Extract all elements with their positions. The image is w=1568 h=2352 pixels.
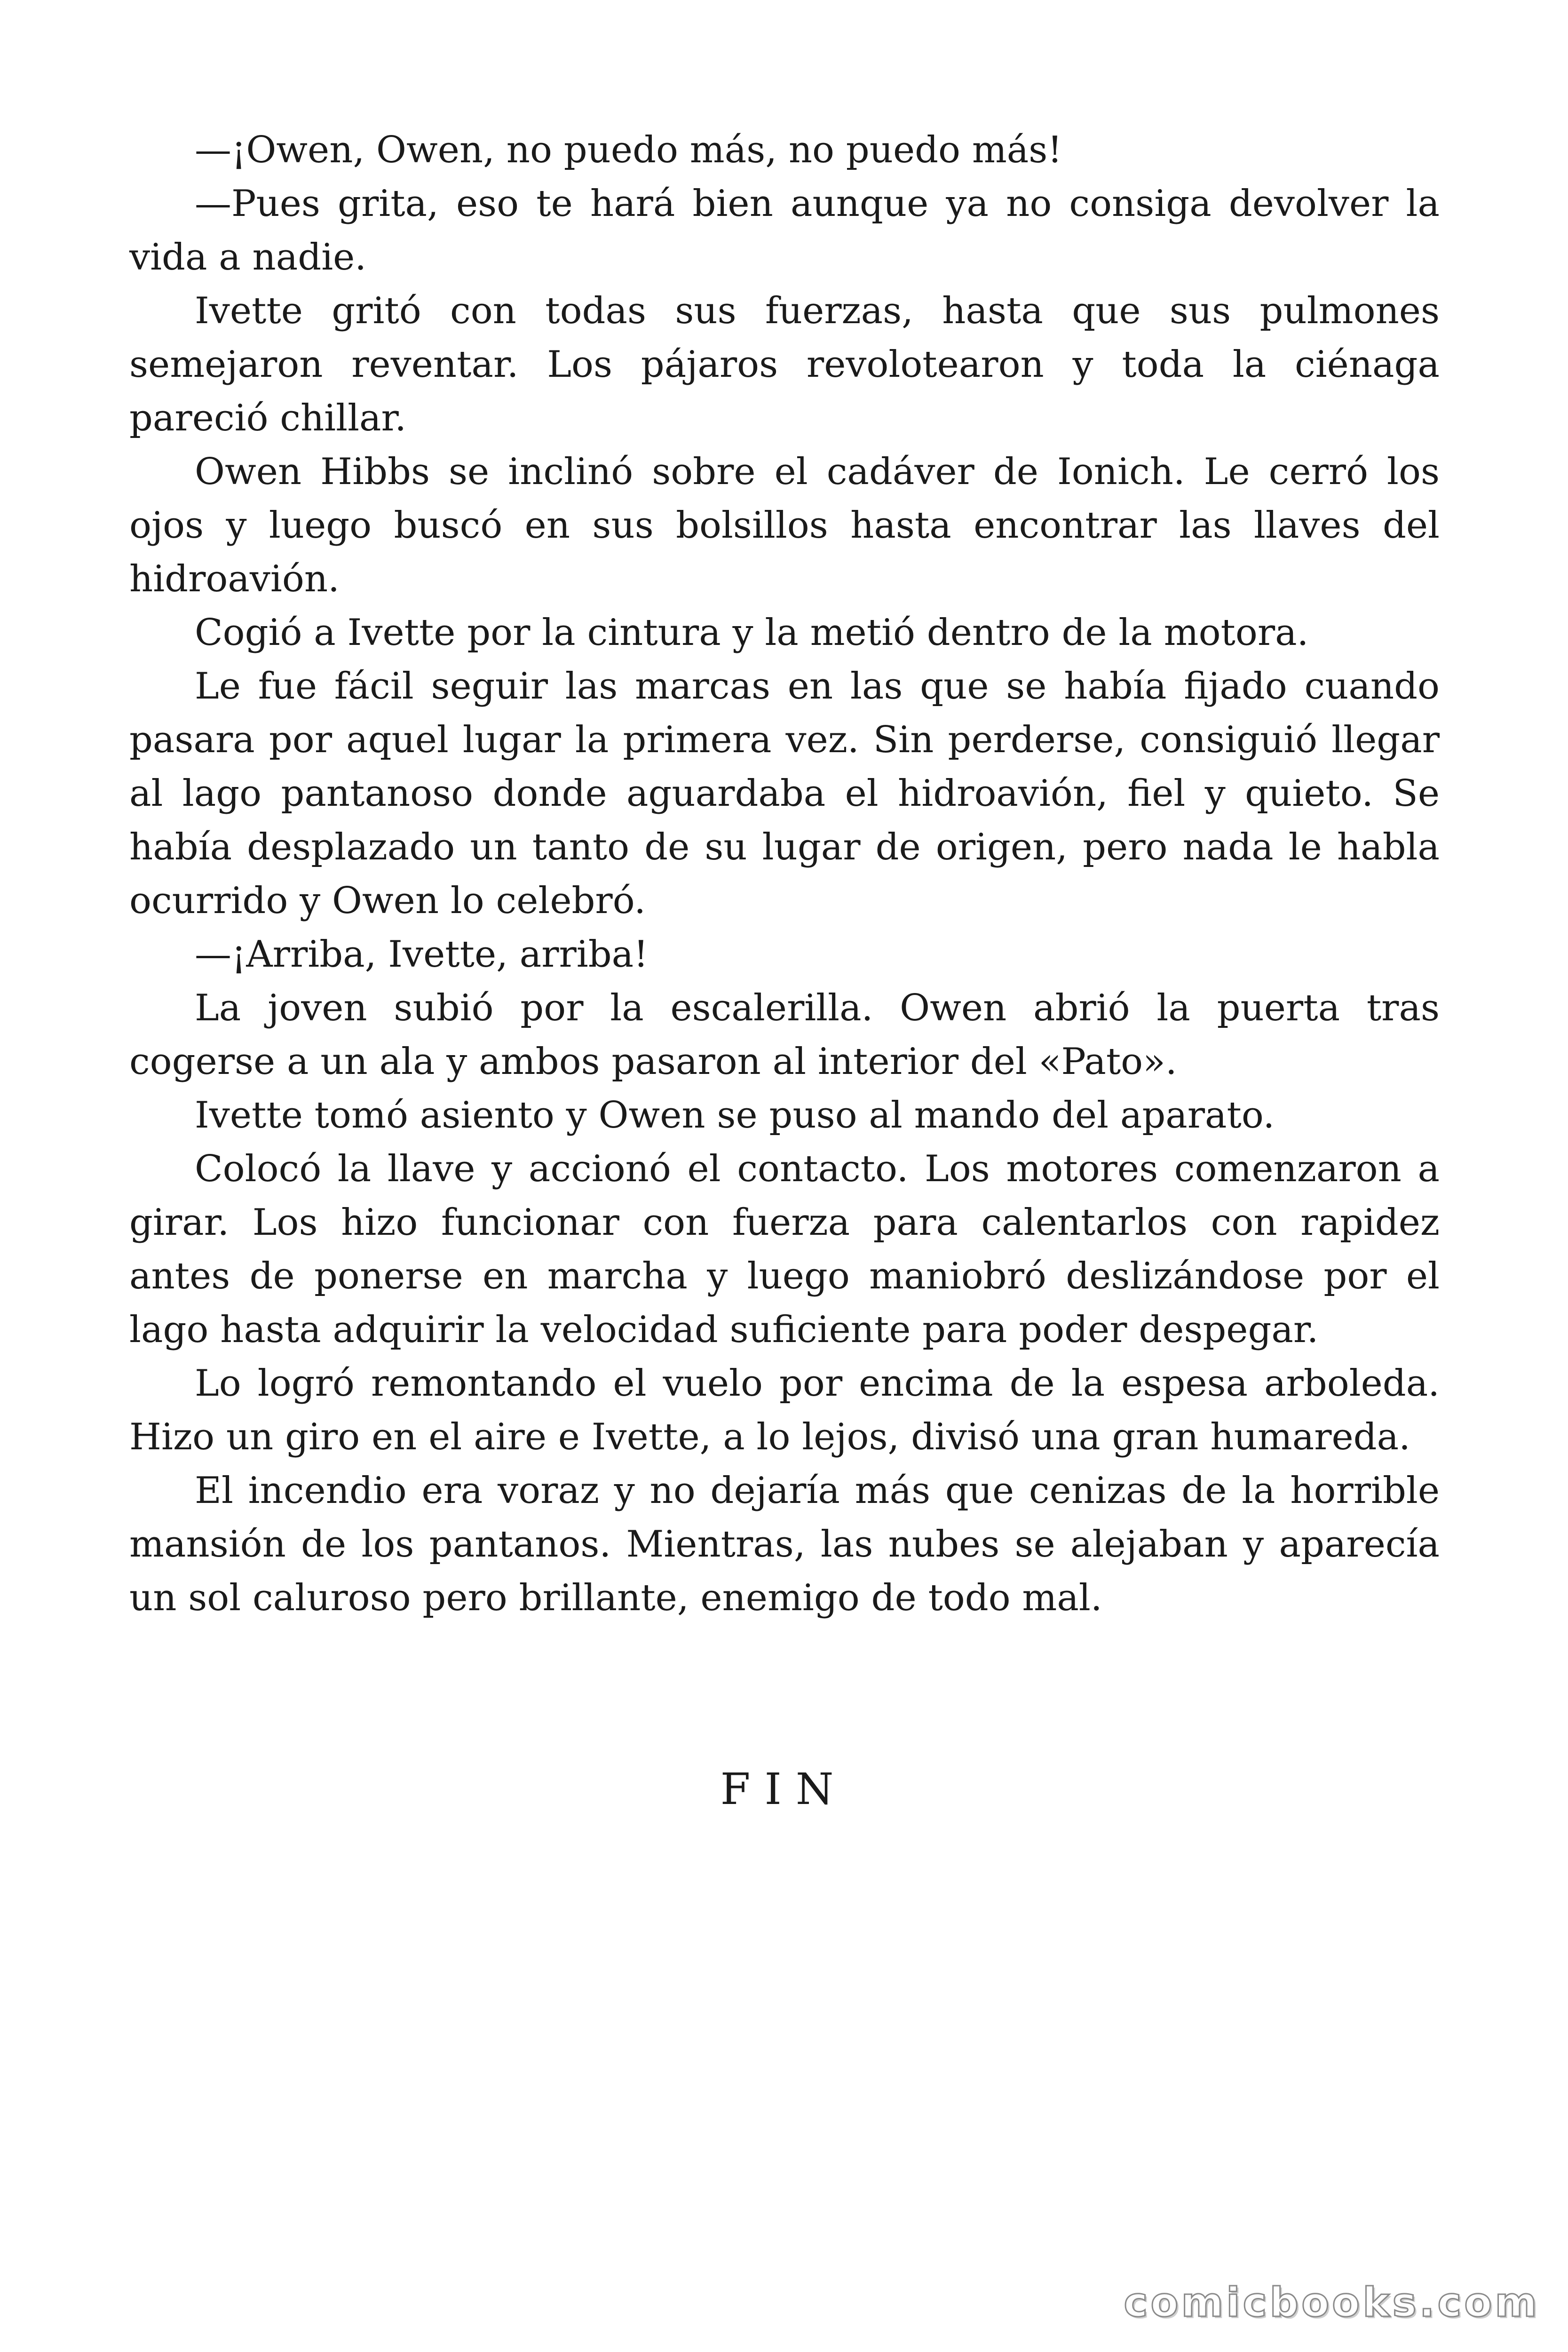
- paragraph: Lo logró remontando el vuelo por encima de la espesa arboleda. Hizo un giro en el aire e Ivette, a lo lejos, divisó una gran humareda.: [129, 1362, 1440, 1458]
- paragraph: Ivette tomó asiento y Owen se puso al mando del aparato.: [195, 1094, 1275, 1136]
- paragraph: El incendio era voraz y no dejaría más que cenizas de la horrible mansión de los pantanos. Mientras, las nubes se alejaban y aparecía un sol caluroso pero brillante, enemigo de todo mal.: [129, 1470, 1440, 1619]
- paragraph: Owen Hibbs se inclinó sobre el cadáver de Ionich. Le cerró los ojos y luego buscó en sus bolsillos hasta encontrar las llaves del hidroavión.: [129, 451, 1440, 600]
- body-text: [129, 123, 1440, 1625]
- watermark: comicbooks.com: [1124, 2279, 1540, 2326]
- paragraph: Ivette gritó con todas sus fuerzas, hasta que sus pulmones semejaron reventar. Los pájaros revolotearon y toda la ciénaga pareció chillar.: [129, 290, 1440, 439]
- end-mark: FIN: [720, 1764, 848, 1814]
- paragraph: —Pues grita, eso te hará bien aunque ya no consiga devolver la vida a nadie.: [129, 183, 1440, 278]
- paragraph: —¡Owen, Owen, no puedo más, no puedo más!: [195, 129, 1062, 171]
- paragraph: Colocó la llave y accionó el contacto. Los motores comenzaron a girar. Los hizo funcionar con fuerza para calentarlos con rapidez antes de ponerse en marcha y luego maniobró deslizándose por el lago hasta adquirir la velocidad suficiente para poder despegar.: [129, 1148, 1440, 1351]
- paragraph: Cogió a Ivette por la cintura y la metió dentro de la motora.: [195, 612, 1309, 654]
- paragraph: La joven subió por la escalerilla. Owen abrió la puerta tras cogerse a un ala y ambos pasaron al interior del «Pato».: [129, 987, 1440, 1083]
- paragraph: Le fue fácil seguir las marcas en las que se había fijado cuando pasara por aquel lugar la primera vez. Sin perderse, consiguió llegar al lago pantanoso donde aguardaba el hidroavión, fiel y quieto. Se había desplazado un tanto de su lugar de origen, pero nada le habla ocurrido y Owen lo celebró.: [129, 665, 1440, 922]
- paragraph: —¡Arriba, Ivette, arriba!: [195, 933, 649, 976]
